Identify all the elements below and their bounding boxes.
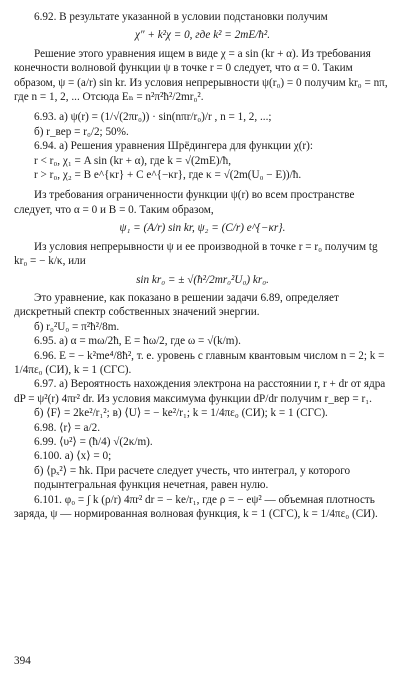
- text-line: 6.92. В результате указанной в условии подстановки получим: [34, 11, 328, 23]
- text-line: б) ⟨pₓ²⟩ = ħk. При расчете следует учесть, что интеграл, у которого подынтегральная функция нечетная, равен нулю.: [34, 464, 351, 492]
- answer-6-100: 6.100. а) ⟨x⟩ = 0;: [34, 450, 112, 463]
- formula: χ″ + k²χ = 0, где k² = 2mE/ħ².: [134, 29, 271, 42]
- page-number: 394: [14, 655, 31, 667]
- paragraph: Из условия непрерывности ψ и ее производной в точке r = r₀ получим tg kr₀ = − k/κ, или: [14, 240, 378, 268]
- text-line: б) r₀²U₀ = π²ħ²/8m.: [34, 320, 120, 333]
- formula: r > r₀, χ₂ = B e^{κr} + C e^{−κr}, где κ = √(2m(U₀ − E))/ħ.: [34, 169, 302, 182]
- answer-6-94: 6.94. а) Решения уравнения Шрёдингера для функции χ(r):: [34, 140, 313, 153]
- answer-6-98: 6.98. ⟨r⟩ = a/2.: [34, 421, 100, 434]
- answer-6-95: 6.95. а) α = mω/2ħ, E = ħω/2, где ω = √(k/m).: [34, 335, 241, 348]
- answer-6-99: 6.99. ⟨υ²⟩ = (ħ/4) √(2κ/m).: [34, 435, 153, 448]
- answer-6-101: 6.101. φ₀ = ∫ k (ρ/r) 4πr² dr = − ke/r₁, где ρ = − eψ² — объемная плотность заряда, ψ — нормированная волновая функция, k = 1 (СГС), k = 1/4πε₀ (СИ).: [14, 493, 378, 520]
- text-line: б) ⟨F⟩ = 2ke²/r₁²; в) ⟨U⟩ = − ke²/r₁; k = 1/4πε₀ (СИ); k = 1 (СГС).: [34, 407, 328, 420]
- answer-6-96: 6.96. E = − k²me⁴/8ħ², т. е. уровень с главным квантовым числом n = 2; k = 1/4πε₀ (СИ), k = 1 (СГС).: [14, 349, 385, 376]
- text-line: б) r_вер = r₀/2; 50%.: [34, 125, 129, 138]
- formula: sin kr₀ = ± √(ħ²/2mr₀²U₀) kr₀.: [136, 273, 269, 286]
- answer-6-97: 6.97. а) Вероятность нахождения электрона на расстоянии r, r + dr от ядра dP = ψ²(r) 4πr² dr. Из условия максимума функции dP/dr получим r_вер = r₁.: [14, 378, 386, 405]
- formula: r < r₀, χ₁ = A sin (kr + α), где k = √(2mE)/ħ,: [34, 154, 232, 167]
- paragraph: Решение этого уравнения ищем в виде χ = a sin (kr + α). Из требования конечности волновой функции ψ в точке r = 0 следует, что α = 0. Таким образом, ψ = (a/r) sin kr. Из условия непрерывности ψ(r₀) = 0 получим kr₀ = nπ, где n = 1, 2, ... Отсюда Eₙ = n²π²ħ²/2mr₀².: [14, 47, 388, 104]
- formula: ψ₁ = (A/r) sin kr, ψ₂ = (C/r) e^{−κr}.: [119, 222, 286, 235]
- paragraph: Это уравнение, как показано в решении задачи 6.89, определяет дискретный спектр собственных значений энергии.: [14, 291, 339, 319]
- answer-6-93: 6.93. а) ψ(r) = (1/√(2πr₀)) · sin(nπr/r₀)/r , n = 1, 2, ...;: [34, 111, 272, 124]
- paragraph: Из требования ограниченности функции ψ(r) во всем пространстве следует, что α = 0 и B = 0. Таким образом,: [14, 189, 355, 216]
